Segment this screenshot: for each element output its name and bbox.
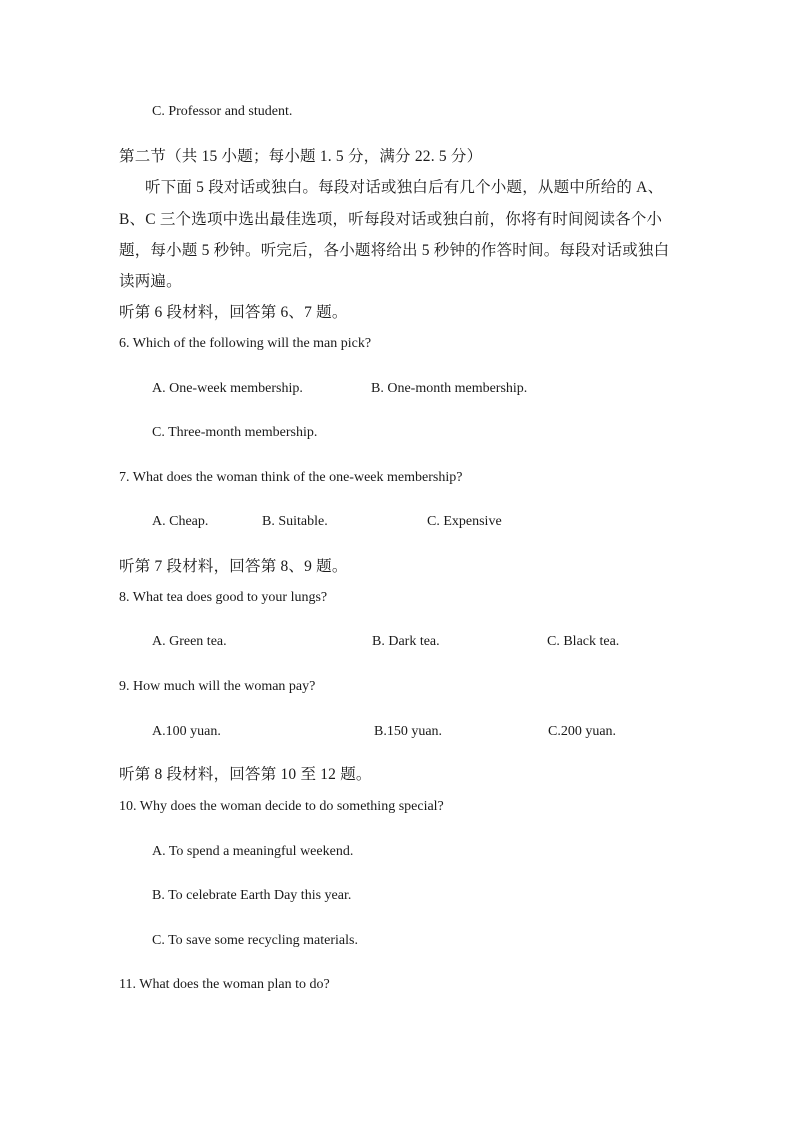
question-7-option-b: B. Suitable. <box>262 514 328 529</box>
question-8-option-c: C. Black tea. <box>547 634 620 649</box>
question-7-option-a: A. Cheap. <box>152 514 209 529</box>
section-header: 第二节（共 15 小题；每小题 1. 5 分，满分 22. 5 分） <box>119 148 483 165</box>
prev-option-c: C. Professor and student. <box>152 104 293 119</box>
instruction-line: 读两遍。 <box>119 273 182 290</box>
question-6-option-b: B. One-month membership. <box>371 381 528 396</box>
question-8-option-a: A. Green tea. <box>152 634 227 649</box>
question-11: 11. What does the woman plan to do? <box>119 977 330 992</box>
question-7: 7. What does the woman think of the one-week membership? <box>119 470 463 485</box>
question-10: 10. Why does the woman decide to do something special? <box>119 799 444 814</box>
instruction-line: 题，每小题 5 秒钟。听完后，各小题将给出 5 秒钟的作答时间。每段对话或独白 <box>119 242 670 259</box>
passage-7-header: 听第 7 段材料，回答第 8、9 题。 <box>119 558 348 575</box>
question-6-option-c: C. Three-month membership. <box>152 425 318 440</box>
question-9-option-c: C.200 yuan. <box>548 724 617 739</box>
question-6-option-a: A. One-week membership. <box>152 381 303 396</box>
passage-6-header: 听第 6 段材料，回答第 6、7 题。 <box>119 304 348 321</box>
instruction-line: 听下面 5 段对话或独白。每段对话或独白后有几个小题，从题中所给的 A、 <box>145 179 664 196</box>
question-8-option-b: B. Dark tea. <box>372 634 440 649</box>
passage-8-header: 听第 8 段材料，回答第 10 至 12 题。 <box>119 766 372 783</box>
question-10-option-b: B. To celebrate Earth Day this year. <box>152 888 352 903</box>
question-10-option-a: A. To spend a meaningful weekend. <box>152 844 354 859</box>
question-9-option-a: A.100 yuan. <box>152 724 221 739</box>
instruction-line: B、C 三个选项中选出最佳选项，听每段对话或独白前，你将有时间阅读各个小 <box>119 211 663 228</box>
question-7-option-c: C. Expensive <box>427 514 502 529</box>
question-10-option-c: C. To save some recycling materials. <box>152 933 358 948</box>
question-8: 8. What tea does good to your lungs? <box>119 590 328 605</box>
question-9: 9. How much will the woman pay? <box>119 679 316 694</box>
question-9-option-b: B.150 yuan. <box>374 724 443 739</box>
question-6: 6. Which of the following will the man pick? <box>119 336 372 351</box>
